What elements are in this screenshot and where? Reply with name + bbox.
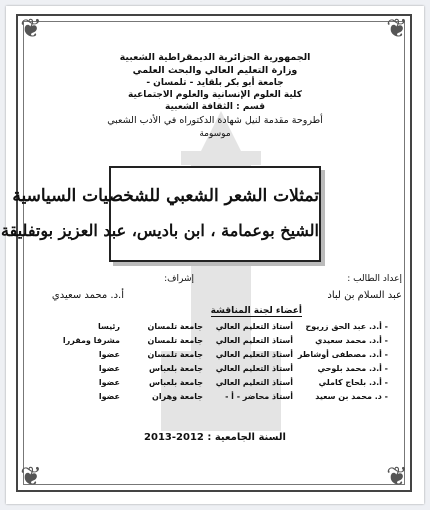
thesis-title-line-2: الشيخ بوعمامة ، ابن باديس، عبد العزيز بوتفليقة: [1, 221, 319, 240]
committee-member-role: عضوا: [98, 378, 120, 387]
committee-member-role: عضوا: [98, 392, 120, 401]
committee-member-university: جامعة بلعباس: [149, 378, 203, 387]
committee-member-role: عضوا: [98, 350, 120, 359]
committee-row: [44, 322, 388, 334]
committee-member-rank: أستاذ التعليم العالي: [215, 336, 293, 345]
document-page: [1, 6, 424, 504]
committee-member-rank: أستاذ التعليم العالي: [215, 322, 293, 331]
corner-ornament-top-right: ❦: [386, 14, 408, 44]
corner-ornament-top-left: ❦: [20, 14, 42, 44]
committee-member-rank: أستاذ محاضر - أ -: [225, 392, 293, 401]
header-tagged: موسومة: [199, 129, 231, 139]
committee-member-name: - د. محمد بن سعيد: [315, 392, 388, 401]
committee-row: [44, 336, 388, 348]
thesis-title-line-1: تمثلات الشعر الشعبي للشخصيات السياسية: [12, 186, 319, 206]
corner-ornament-bottom-right: ❦: [386, 462, 408, 492]
committee-member-role: رئيسا: [97, 322, 120, 331]
committee-heading: أعضاء لجنة المناقشة: [210, 306, 302, 316]
header-republic: الجمهورية الجزائرية الديمقراطية الشعبية: [119, 52, 311, 63]
committee-member-name: - أ.د. مصطفى أوشاطر: [297, 350, 388, 359]
prepared-by-name: عبد السلام بن لباد: [327, 290, 402, 301]
committee-row: [44, 392, 388, 404]
header-department: قسم : الثقافة الشعبية: [165, 102, 265, 112]
header-faculty: كلية العلوم الإنسانية والعلوم الاجتماعية: [128, 90, 302, 100]
thesis-title-box: [1, 166, 321, 262]
committee-member-rank: أستاذ التعليم العالي: [215, 364, 293, 373]
committee-member-name: - أ.د. محمد بلوحي: [317, 364, 388, 373]
committee-member-university: جامعة وهران: [152, 392, 203, 401]
committee-member-role: مشرفا ومقررا: [62, 336, 120, 345]
committee-member-university: جامعة تلمسان: [147, 336, 203, 345]
prepared-by-label: إعداد الطالب :: [347, 274, 402, 284]
supervision-name: أ.د. محمد سعيدي: [51, 290, 124, 301]
corner-ornament-bottom-left: ❦: [20, 462, 42, 492]
header-ministry: وزارة التعليم العالي والبحث العلمي: [132, 65, 298, 76]
committee-row: [44, 350, 388, 362]
header-university: جامعة أبو بكر بلقايد - تلمسان -: [146, 78, 284, 88]
committee-member-name: - أ.د. عبد الحق زريوح: [305, 322, 388, 331]
supervision-label: إشراف:: [164, 274, 194, 284]
committee-member-university: جامعة تلمسان: [147, 350, 203, 359]
committee-member-name: - أ.د. محمد سعيدي: [315, 336, 388, 345]
committee-member-name: - أ.د. بلحاج كاملي: [318, 378, 388, 387]
committee-member-university: جامعة بلعباس: [149, 364, 203, 373]
committee-row: [44, 364, 388, 376]
header-thesis-note: أطروحة مقدمة لنيل شهادة الدكتوراه في الأدب الشعبي: [107, 115, 323, 126]
committee-member-rank: أستاذ التعليم العالي: [215, 350, 293, 359]
committee-member-rank: أستاذ التعليم العالي: [215, 378, 293, 387]
academic-year: السنة الجامعية : 2012-2013: [144, 432, 286, 443]
committee-member-role: عضوا: [98, 364, 120, 373]
committee-row: [44, 378, 388, 390]
committee-member-university: جامعة تلمسان: [147, 322, 203, 331]
